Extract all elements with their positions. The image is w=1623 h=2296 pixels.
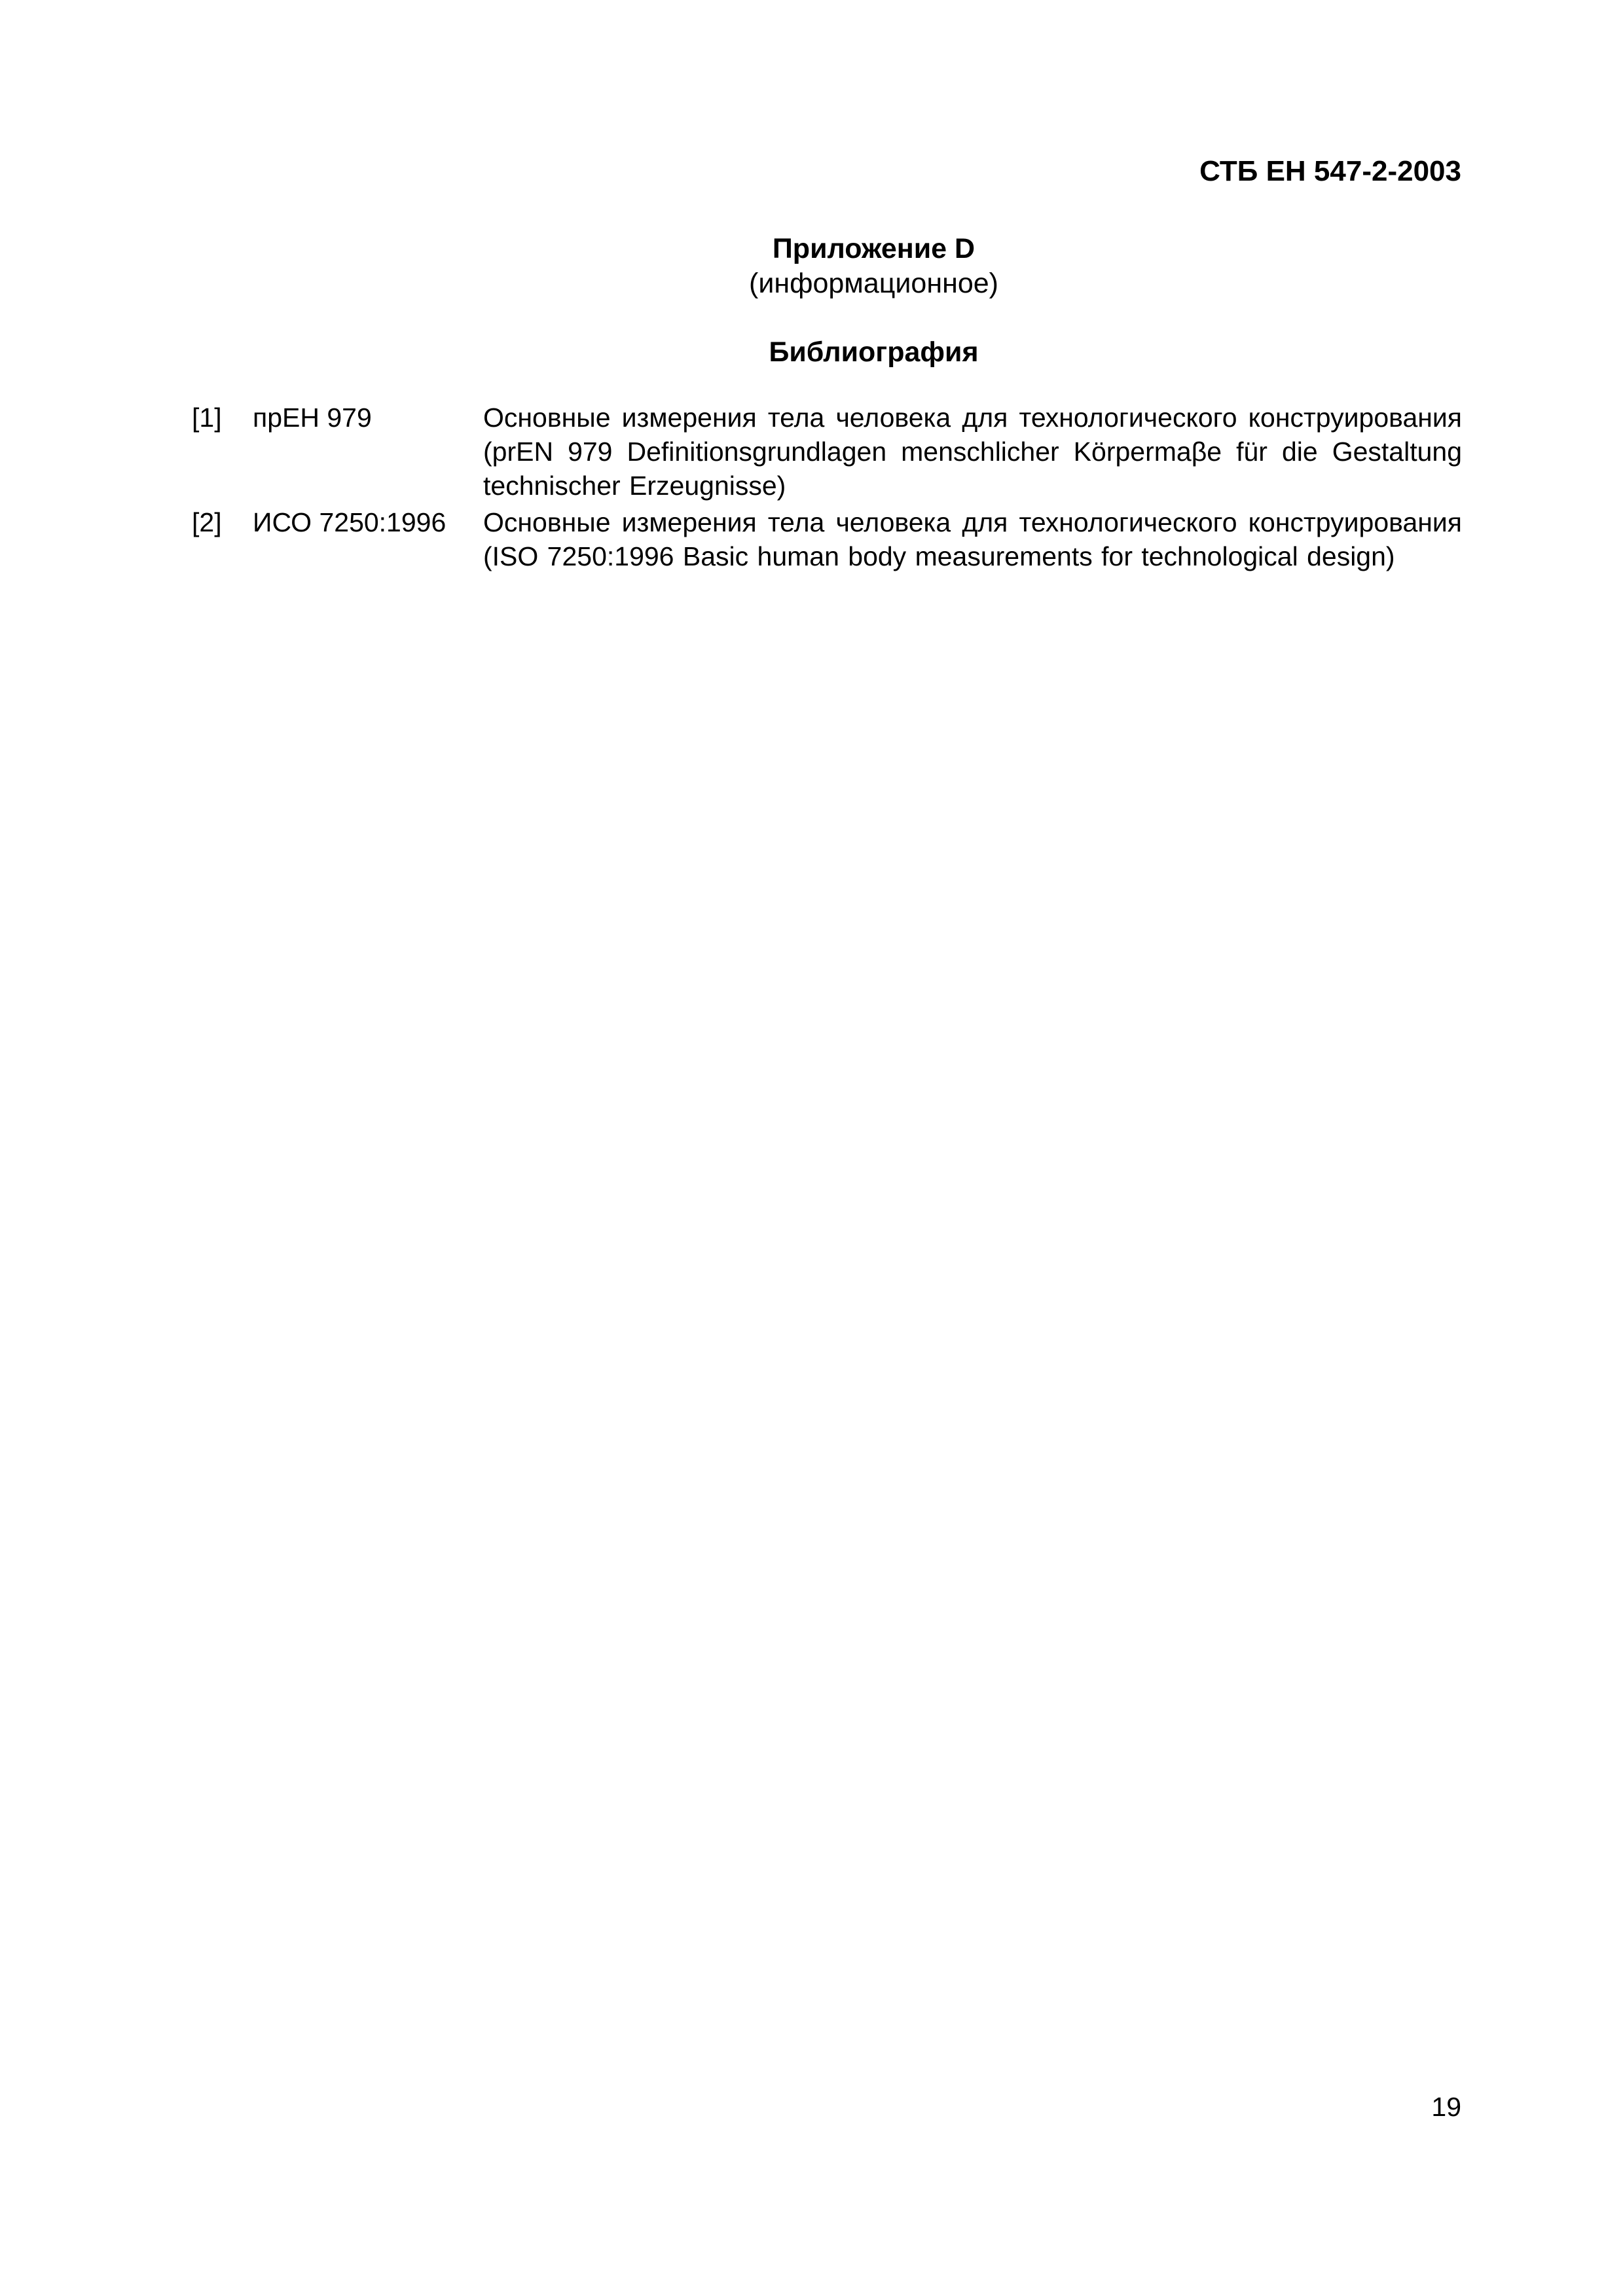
- annex-title: Приложение D: [772, 233, 976, 264]
- entry-number: [1]: [192, 403, 222, 433]
- entry-number: [2]: [192, 507, 222, 537]
- entry-reference: ИСО 7250:1996: [253, 507, 447, 537]
- annex-subtitle: (информационное): [749, 268, 998, 299]
- document-code: СТБ ЕН 547-2-2003: [1199, 155, 1461, 187]
- bibliography-entry: [192, 401, 1462, 503]
- entry-description: Основные измерения тела человека для технологического конструирования (prEN 979 Definitionsgrundlagen menschlicher Körpermaβe für die Gestaltung technischer Erzeugnisse): [483, 403, 1462, 501]
- entry-description: Основные измерения тела человека для технологического конструирования (ISO 7250:1996 Basic human body measurements for technological design): [483, 507, 1462, 571]
- page-number: 19: [1431, 2092, 1461, 2122]
- bibliography-title: Библиография: [769, 336, 979, 368]
- bibliography-entry: [192, 505, 1462, 573]
- entry-reference: прЕН 979: [253, 403, 372, 433]
- bibliography-list: [192, 401, 1462, 576]
